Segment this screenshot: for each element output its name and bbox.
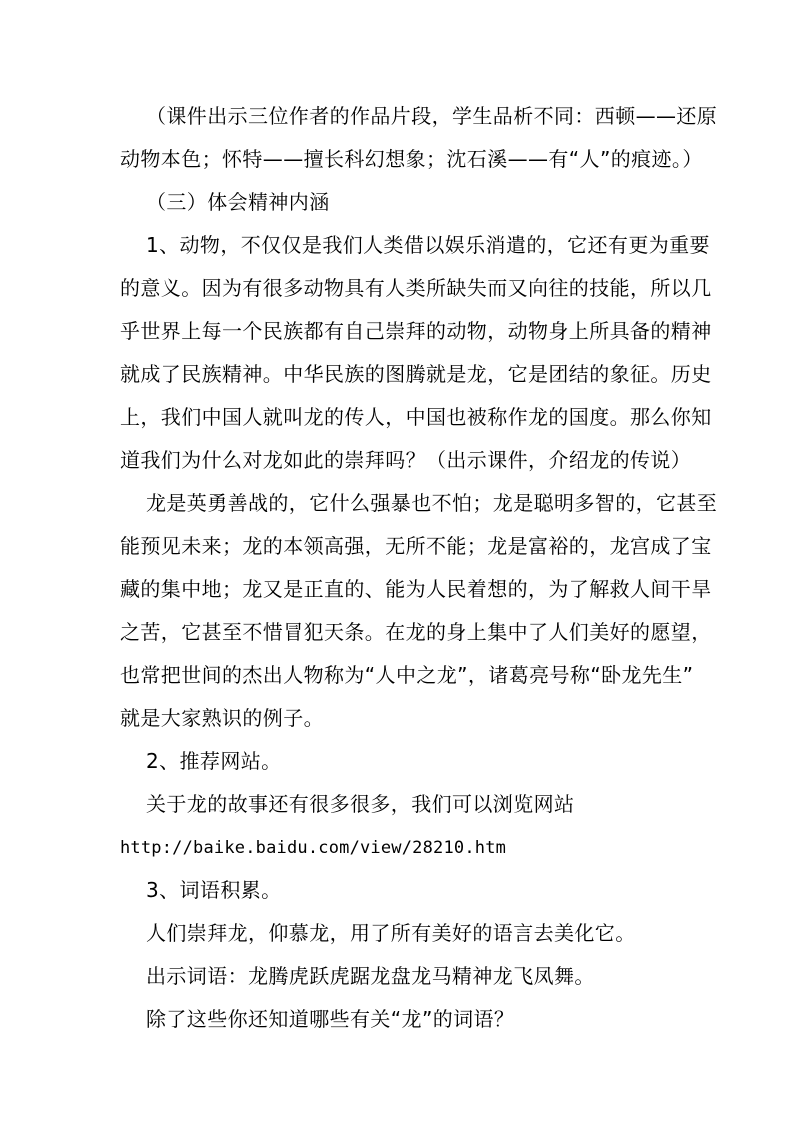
text-line: 乎世界上每一个民族都有自己崇拜的动物，动物身上所具备的精神 (120, 319, 712, 343)
text-line: 1、动物，不仅仅是我们人类借以娱乐消遣的，它还有更为重要 (146, 233, 710, 257)
text-line: 能预见未来；龙的本领高强，无所不能；龙是富裕的，龙宫成了宝 (120, 534, 712, 558)
text-line: 之苦，它甚至不惜冒犯天条。在龙的身上集中了人们美好的愿望， (120, 620, 712, 644)
section-item: 2、推荐网站。 (146, 749, 282, 773)
text-line: 藏的集中地；龙又是正直的、能为人民着想的，为了解救人间干旱 (120, 577, 712, 601)
text-line: 道我们为什么对龙如此的崇拜吗？（出示课件，介绍龙的传说） (120, 448, 692, 472)
text-line: 上，我们中国人就叫龙的传人，中国也被称作龙的国度。那么你知 (120, 405, 712, 429)
text-line: 就是大家熟识的例子。 (120, 706, 324, 730)
text-line: 除了这些你还知道哪些有关“龙”的词语？ (146, 1007, 515, 1031)
website-url: http://baike.baidu.com/view/28210.htm (120, 838, 507, 858)
text-line: 出示词语：龙腾虎跃虎踞龙盘龙马精神龙飞凤舞。 (146, 964, 595, 988)
text-line: 龙是英勇善战的，它什么强暴也不怕；龙是聪明多智的，它甚至 (146, 491, 718, 515)
section-item: 3、词语积累。 (146, 878, 282, 902)
text-line: 就成了民族精神。中华民族的图腾就是龙，它是团结的象征。历史 (120, 362, 712, 386)
text-line: 人们崇拜龙，仰慕龙，用了所有美好的语言去美化它。 (146, 921, 636, 945)
text-line: 的意义。因为有很多动物具有人类所缺失而又向往的技能，所以几 (120, 276, 712, 300)
section-heading: （三）体会精神内涵 (146, 190, 330, 214)
text-line: （课件出示三位作者的作品片段，学生品析不同：西顿——还原 (146, 104, 718, 128)
text-line: 关于龙的故事还有很多很多，我们可以浏览网站 (146, 792, 575, 816)
text-line: 也常把世间的杰出人物称为“人中之龙”，诸葛亮号称“卧龙先生” (120, 663, 694, 687)
text-line: 动物本色；怀特——擅长科幻想象；沈石溪——有“人”的痕迹。） (120, 147, 703, 171)
